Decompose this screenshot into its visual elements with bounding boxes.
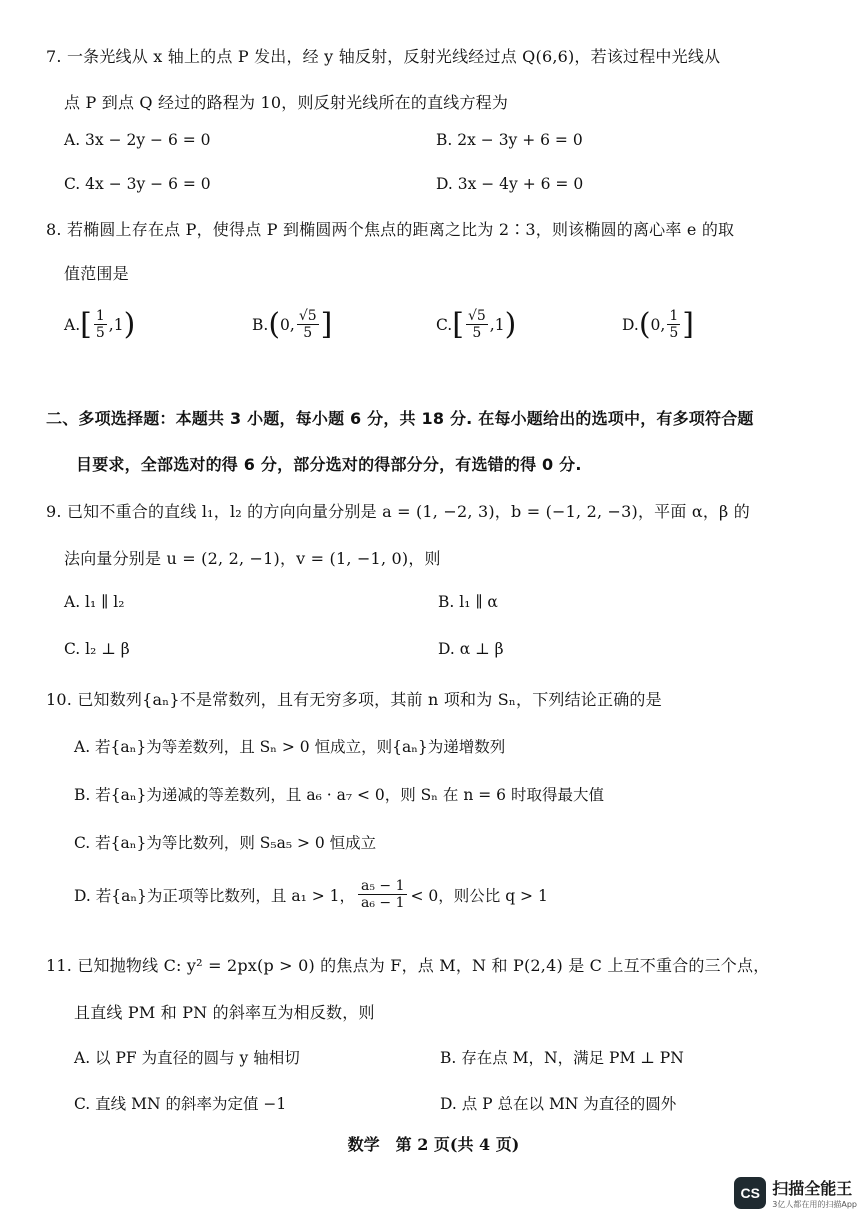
q10-d-suffix: < 0，则公比 q > 1 <box>410 886 548 905</box>
q10-option-a: A. 若{aₙ}为等差数列，且 Sₙ > 0 恒成立，则{aₙ}为递增数列 <box>74 738 506 756</box>
q8-b-head: 0, <box>280 315 295 334</box>
section2-heading-line2: 目要求，全部选对的得 6 分，部分选对的得部分分，有选错的得 0 分. <box>76 455 582 474</box>
q8-b-close: ] <box>320 306 333 342</box>
q8-a-num: 1 <box>95 308 105 324</box>
q7-stem-line1: 7. 一条光线从 x 轴上的点 P 发出，经 y 轴反射，反射光线经过点 Q(6,6)，若该过程中光线从 <box>46 47 721 66</box>
q8-a-den: 5 <box>95 325 105 342</box>
q8-a-close: ) <box>123 306 136 342</box>
q8-option-b <box>252 308 332 341</box>
q9-stem-line1: 9. 已知不重合的直线 l₁，l₂ 的方向向量分别是 a = (1, −2, 3)，b = (−1, 2, −3)，平面 α，β 的 <box>46 502 750 521</box>
q8-d-fraction <box>667 308 680 341</box>
q10-option-d <box>74 878 548 911</box>
q8-c-den: 5 <box>472 325 482 342</box>
watermark-title: 扫描全能王 <box>772 1179 853 1198</box>
q9-option-a: A. l₁ ∥ l₂ <box>64 593 125 611</box>
q8-b-num: √5 <box>298 308 317 324</box>
q11-option-c: C. 直线 MN 的斜率为定值 −1 <box>74 1095 287 1113</box>
q11-option-b: B. 存在点 M，N，满足 PM ⊥ PN <box>440 1049 684 1067</box>
q10-d-num: a₅ − 1 <box>358 878 408 895</box>
section2-heading-line1: 二、多项选择题：本题共 3 小题，每小题 6 分，共 18 分. 在每小题给出的选项中，有多项符合题 <box>46 409 754 428</box>
q8-b-open: ( <box>268 306 281 342</box>
q11-option-a: A. 以 PF 为直径的圆与 y 轴相切 <box>74 1049 300 1067</box>
watermark-text <box>772 1176 857 1210</box>
q10-d-fraction <box>358 878 408 911</box>
watermark-subtitle: 3亿人都在用的扫描App <box>772 1200 857 1209</box>
q10-d-den: a₆ − 1 <box>360 895 405 912</box>
q8-c-open: [ <box>452 306 464 342</box>
q10-option-b: B. 若{aₙ}为递减的等差数列，且 a₆ · a₇ < 0，则 Sₙ 在 n = 6 时取得最大值 <box>74 786 604 804</box>
q8-d-label: D. <box>622 315 639 334</box>
q8-a-tail: ,1 <box>108 315 124 334</box>
scanner-watermark <box>734 1176 857 1210</box>
q8-c-close: ) <box>504 306 517 342</box>
q9-stem-line2: 法向量分别是 u = (2, 2, −1)，v = (1, −1, 0)，则 <box>64 549 441 568</box>
q8-stem-line2: 值范围是 <box>64 264 129 283</box>
q9-option-c: C. l₂ ⊥ β <box>64 640 130 658</box>
page-footer: 数学 第 2 页(共 4 页) <box>347 1135 520 1154</box>
q10-stem: 10. 已知数列{aₙ}不是常数列，且有无穷多项，其前 n 项和为 Sₙ，下列结论正确的是 <box>46 690 662 709</box>
q7-option-d: D. 3x − 4y + 6 = 0 <box>436 175 584 193</box>
q8-option-a <box>64 308 135 341</box>
q8-stem-line1: 8. 若椭圆上存在点 P，使得点 P 到椭圆两个焦点的距离之比为 2∶3，则该椭圆的离心率 e 的取 <box>46 220 735 239</box>
camscanner-logo-icon: CS <box>734 1177 766 1209</box>
q7-option-a: A. 3x − 2y − 6 = 0 <box>64 131 211 149</box>
q11-stem-line1: 11. 已知抛物线 C: y² = 2px(p > 0) 的焦点为 F，点 M，N 和 P(2,4) 是 C 上互不重合的三个点， <box>46 956 770 975</box>
q7-option-c: C. 4x − 3y − 6 = 0 <box>64 175 211 193</box>
q8-d-den: 5 <box>669 325 679 342</box>
q8-c-label: C. <box>436 315 453 334</box>
q8-c-num: √5 <box>467 308 486 324</box>
q8-b-den: 5 <box>303 325 313 342</box>
q8-d-head: 0, <box>650 315 666 334</box>
q11-option-d: D. 点 P 总在以 MN 为直径的圆外 <box>440 1095 677 1113</box>
q8-option-c <box>436 308 516 341</box>
q8-option-d <box>622 308 694 341</box>
q8-a-fraction <box>94 308 107 341</box>
q8-a-open: [ <box>80 306 92 342</box>
q8-c-fraction <box>466 308 488 341</box>
q8-d-num: 1 <box>669 308 679 324</box>
q9-option-b: B. l₁ ∥ α <box>438 593 498 611</box>
q8-b-fraction <box>297 308 319 341</box>
q8-d-open: ( <box>638 306 651 342</box>
q9-option-d: D. α ⊥ β <box>438 640 504 658</box>
q11-stem-line2: 且直线 PM 和 PN 的斜率互为相反数，则 <box>74 1003 375 1022</box>
q7-option-b: B. 2x − 3y + 6 = 0 <box>436 131 583 149</box>
q8-a-label: A. <box>64 315 81 334</box>
q8-b-label: B. <box>252 315 269 334</box>
q10-d-prefix: D. 若{aₙ}为正项等比数列，且 a₁ > 1， <box>74 886 355 905</box>
q10-option-c: C. 若{aₙ}为等比数列，则 S₅a₅ > 0 恒成立 <box>74 834 377 852</box>
q8-c-tail: ,1 <box>489 315 505 334</box>
q8-d-close: ] <box>682 306 694 342</box>
q7-stem-line2: 点 P 到点 Q 经过的路程为 10，则反射光线所在的直线方程为 <box>64 93 509 112</box>
